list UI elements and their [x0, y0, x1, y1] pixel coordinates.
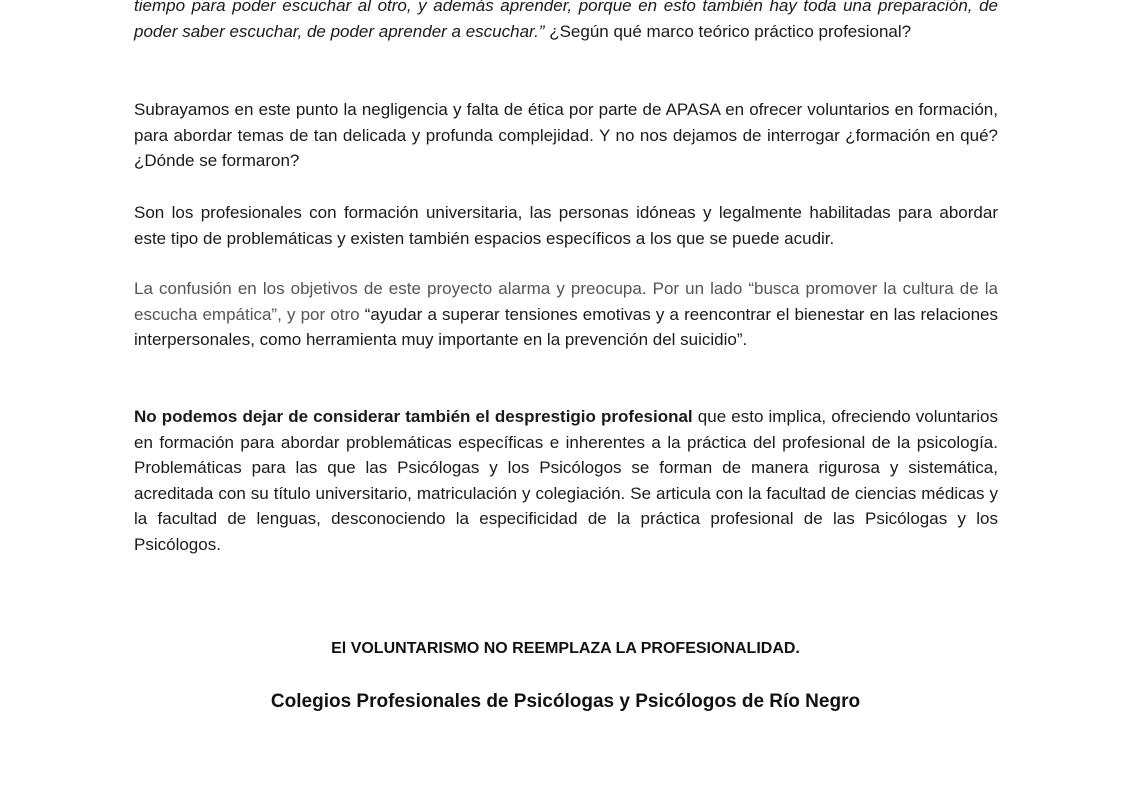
paragraph-no-podemos	[134, 404, 998, 558]
paragraph-son-los-profesionales: Son los profesionales con formación universitaria, las personas idóneas y legalmente habilitadas para abordar este tipo de problemáticas y existen también espacios específicos a los que se puede acudir.	[134, 203, 998, 248]
no-podemos-bold: No podemos dejar de considerar también el desprestigio profesional	[134, 407, 693, 426]
paragraph-intro	[134, 0, 998, 44]
confusion-muted-text: La confusión en los objetivos de este proyecto alarma y preocupa. Por un lado “busca promover la cultura de la escucha empática”, y por otro	[134, 279, 998, 324]
slogan: El VOLUNTARISMO NO REEMPLAZA LA PROFESIONALIDAD.	[331, 640, 800, 657]
confusion-quote: “ayudar a superar tensiones emotivas y a reencontrar el bienestar en las relaciones interpersonales, como herramienta muy importante en la prevención del suicidio”.	[134, 304, 998, 350]
signature: Colegios Profesionales de Psicólogas y Psicólogos de Río Negro	[270, 691, 861, 712]
paragraph-subrayamos: Subrayamos en este punto la negligencia y falta de ética por parte de APASA en ofrecer voluntarios en formación, para abordar temas de tan delicada y profunda complejidad. Y no nos dejamos de interrogar ¿formación en qué? ¿Dónde se formaron?	[134, 100, 998, 171]
no-podemos-rest: que esto implica, ofreciendo voluntarios en formación para abordar problemáticas específicas e inherentes a la práctica del profesional de la psicología. Problemáticas para las que las Psicólogas y los Psicólogos se forman de manera rigurosa y sistemática, acreditada con su título universitario, matriculación y colegiación. Se articula con la facultad de ciencias médicas y la facultad de lenguas, desconociendo la especificidad de la práctica profesional de las Psicólogas y los Psicólogos.	[134, 407, 998, 554]
intro-question: ¿Según qué marco teórico práctico profesional?	[544, 21, 912, 41]
paragraph-confusion	[134, 276, 998, 353]
intro-quote: tiempo para poder escuchar al otro, y además aprender, porque en esto también hay toda una preparación, de poder saber escuchar, de poder aprender a escuchar.”	[134, 0, 998, 41]
